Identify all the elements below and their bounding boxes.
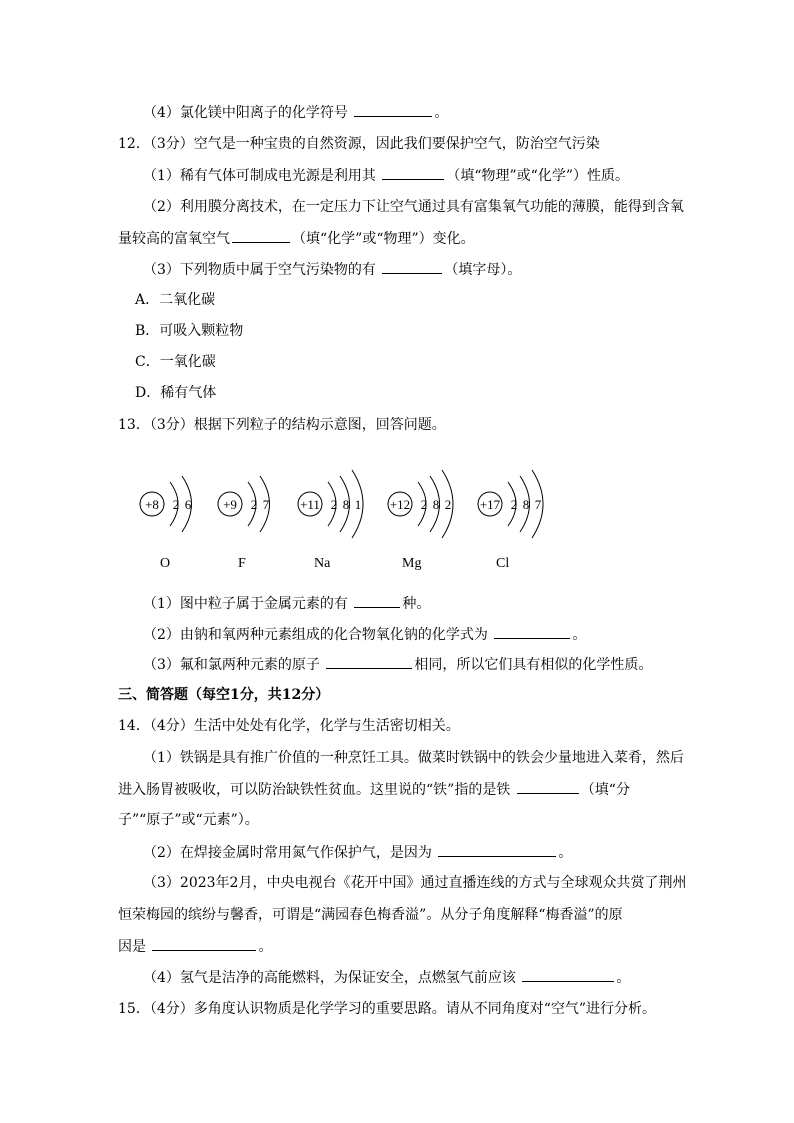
shell-electron-count: 8 (432, 497, 440, 512)
section-3-heading: 三、简答题（每空1分，共12分） (118, 687, 330, 703)
element-symbol-mg: Mg (402, 556, 422, 571)
atom-f (218, 476, 270, 532)
option-b: B．可吸入颗粒物 (135, 323, 244, 339)
shell-electron-count: 1 (354, 497, 362, 512)
answer-blank[interactable] (152, 936, 256, 951)
shell-electron-count: 2 (250, 497, 258, 512)
question-13-2: （2）由钠和氧两种元素组成的化合物氧化钠的化学式为 。 (143, 624, 586, 645)
question-14-3-cont: 恒荣梅园的缤纷与馨香，可谓是“满园春色梅香溢”。从分子角度解释“梅香溢”的原 (118, 907, 623, 923)
question-14-3-cont2: 因是 。 (118, 936, 272, 957)
option-d: D．稀有气体 (135, 385, 217, 401)
shell-electron-count: 2 (510, 497, 518, 512)
nucleus-charge: +11 (300, 497, 320, 512)
question-12-3: （3）下列物质中属于空气污染物的有 （填字母）。 (143, 259, 521, 280)
question-13: 13．（3分）根据下列粒子的结构示意图，回答问题。 (118, 417, 446, 433)
answer-blank[interactable] (382, 259, 442, 274)
question-14-3: （3）2023年2月，中央电视台《花开中国》通过直播连线的方式与全球观众共赏了荆州 (143, 875, 687, 891)
answer-blank[interactable] (232, 228, 290, 243)
nucleus-charge: +8 (145, 497, 159, 512)
question-13-3: （3）氟和氯两种元素的原子 相同，所以它们具有相似的化学性质。 (143, 654, 652, 675)
question-text: 12．（3分）空气是一种宝贵的自然资源，因此我们要保护空气，防治空气污染 (118, 136, 600, 152)
question-13-1: （1）图中粒子属于金属元素的有 种。 (143, 593, 430, 614)
shell-electron-count: 6 (184, 497, 192, 512)
question-12 (118, 134, 600, 154)
nucleus-charge: +9 (223, 497, 237, 512)
answer-blank[interactable] (494, 624, 570, 639)
atom-cl (478, 470, 543, 538)
nucleus-charge: +12 (389, 497, 411, 512)
shell-electron-count: 2 (420, 497, 428, 512)
question-12-2-cont: 量较高的富氧空气 （填“化学”或“物理”）变化。 (118, 228, 475, 249)
shell-electron-count: 8 (342, 497, 350, 512)
question-14-1-cont: 进入肠胃被吸收，可以防治缺铁性贫血。这里说的“铁”指的是铁 （填“分 (118, 779, 630, 800)
question-11-4: （4）氯化镁中阳离子的化学符号 。 (143, 102, 448, 123)
element-symbol-o: O (160, 556, 171, 571)
atom-na (298, 470, 363, 538)
answer-blank[interactable] (517, 779, 579, 794)
question-12-1: （1）稀有气体可制成电光源是利用其 （填“物理”或“化学”）性质。 (143, 165, 629, 186)
question-15: 15．（4分）多角度认识物质是化学学习的重要思路。请从不同角度对“空气”进行分析。 (118, 1001, 657, 1017)
answer-blank[interactable] (522, 967, 614, 982)
shell-electron-count: 7 (534, 497, 542, 512)
shell-electron-count: 2 (444, 497, 452, 512)
option-c: C．一氧化碳 (135, 354, 216, 370)
shell-electron-count: 2 (172, 497, 180, 512)
question-14-2: （2）在焊接金属时常用氮气作保护气，是因为 。 (143, 842, 572, 863)
element-symbol-cl: Cl (496, 556, 510, 571)
question-14-4: （4）氢气是洁净的高能燃料，为保证安全，点燃氢气前应该 。 (143, 967, 630, 988)
answer-blank[interactable] (438, 842, 556, 857)
answer-blank[interactable] (354, 102, 432, 117)
shell-electron-count: 2 (330, 497, 338, 512)
element-symbol-na: Na (314, 556, 331, 571)
answer-blank[interactable] (326, 654, 412, 669)
answer-blank[interactable] (354, 593, 400, 608)
question-12-2: （2）利用膜分离技术，在一定压力下让空气通过具有富集氧气功能的薄膜，能得到含氧 (143, 199, 684, 215)
question-14-1-cont2: 子”“原子”或“元素”）。 (118, 812, 259, 828)
option-a: A．二氧化碳 (135, 292, 216, 308)
answer-blank[interactable] (382, 165, 444, 180)
nucleus-charge: +17 (479, 497, 501, 512)
atom-o (140, 476, 192, 532)
atom-mg (388, 470, 453, 538)
shell-electron-count: 7 (262, 497, 270, 512)
question-14: 14．（4分）生活中处处有化学，化学与生活密切相关。 (118, 718, 460, 734)
question-14-1: （1）铁锅是具有推广价值的一种烹饪工具。做菜时铁锅中的铁会少量地进入菜肴，然后 (143, 750, 684, 766)
shell-electron-count: 8 (522, 497, 530, 512)
question-text: （4）氯化镁中阳离子的化学符号 (143, 105, 348, 121)
element-symbol-f: F (238, 556, 246, 571)
